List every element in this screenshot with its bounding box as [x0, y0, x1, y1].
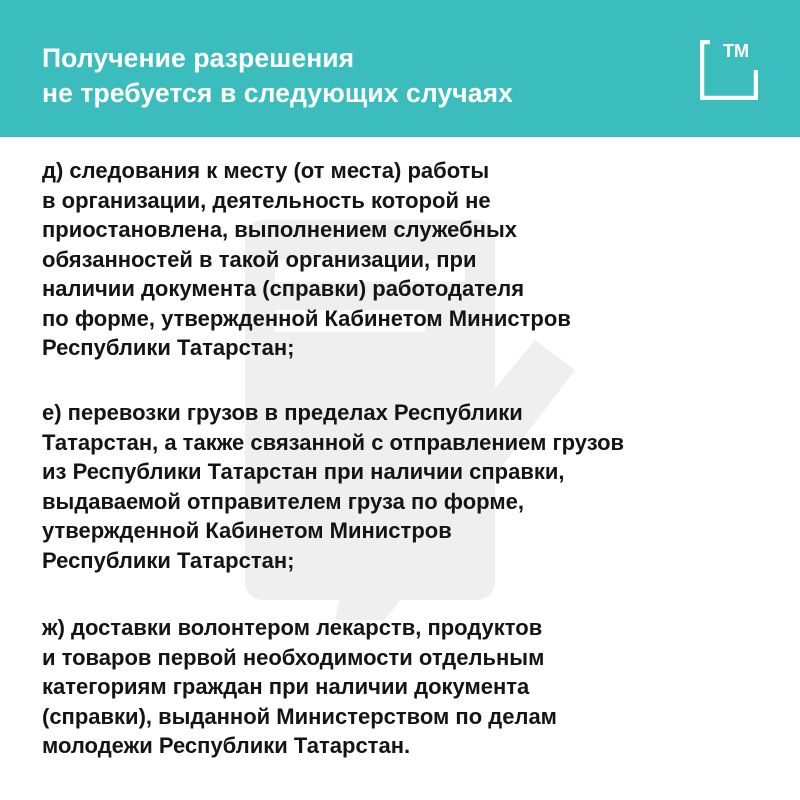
text-line: обязанностей в такой организации, при [42, 246, 477, 272]
text-line: д) следования к месту (от места) работы [42, 158, 490, 183]
logo-text: ТМ [723, 41, 749, 61]
tm-logo-icon [700, 40, 758, 100]
text-line: наличии документа (справки) работодателя [42, 276, 525, 301]
text-line: приостановлена, выполнением служебных [42, 217, 517, 242]
text-line: Республики Татарстан; [42, 547, 295, 573]
text-line: е) перевозки грузов в пределах Республики [42, 400, 523, 425]
title-line: Получение разрешения [42, 43, 355, 73]
text-line: утвержденной Кабинетом Министров [42, 518, 452, 543]
text-line: Республики Татарстан; [42, 335, 295, 360]
text-line: молодежи Республики Татарстан. [42, 733, 411, 758]
text-line: категориям граждан при наличии документа [42, 674, 530, 699]
title-line: не требуется в следующих случаях [42, 78, 514, 108]
text-line: и товаров первой необходимости отдельным [42, 644, 545, 670]
text-line: в организации, деятельность которой не [42, 187, 491, 213]
paragraph-item-zh [42, 613, 557, 761]
paragraph-item-d [42, 156, 571, 363]
text-line: (справки), выданной Министерством по делам [42, 703, 557, 729]
text-line: по форме, утвержденной Кабинетом Министров [42, 305, 571, 331]
text-line: ж) доставки волонтером лекарств, продуктов [42, 615, 543, 640]
text-line: из Республики Татарстан при наличии справки, [42, 459, 565, 484]
header-banner [0, 0, 800, 137]
page-title [42, 41, 513, 111]
text-line: выдаваемой отправителем груза по форме, [42, 488, 524, 514]
text-line: Татарстан, а также связанной с отправлением грузов [42, 429, 625, 455]
paragraph-item-e [42, 398, 624, 575]
